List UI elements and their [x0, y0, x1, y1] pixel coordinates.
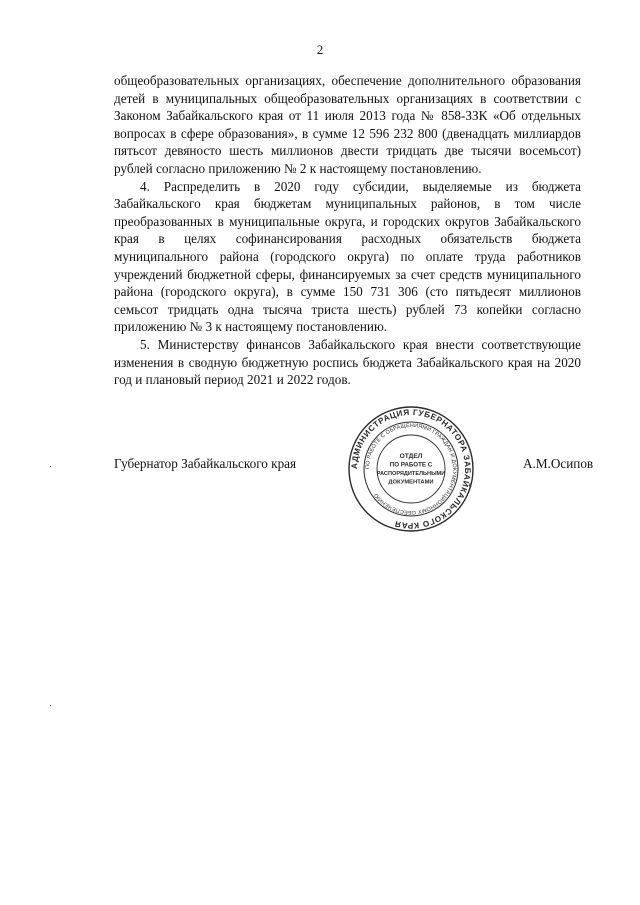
official-stamp [346, 404, 476, 534]
stamp-inner-ring [377, 435, 445, 503]
stamp-center-line-2: ПО РАБОТЕ С [389, 461, 433, 469]
signature-position: Губернатор Забайкальского края [114, 456, 297, 471]
document-body [114, 72, 581, 389]
page-number: 2 [316, 42, 324, 57]
stamp-outer-text: АДМИНИСТРАЦИЯ ГУБЕРНАТОРА ЗАБАЙКАЛЬСКОГО КРАЯ [349, 407, 473, 531]
stamp-center-line-4: ДОКУМЕНТАМИ [388, 479, 434, 486]
paragraph-item-5: 5. Министерству финансов Забайкальского края внести соответствующие изменения в сводную бюджетную роспись бюджета Забайкальского края на 2020 год и плановый период 2021 и 2022 годов. [114, 336, 581, 388]
scan-artifact [50, 466, 51, 467]
svg-text:ПО РАБОТЕ С ОБРАЩЕНИЯМИ ГРАЖДА [365, 423, 457, 515]
scan-artifact [50, 705, 51, 706]
stamp-center-line-1: ОТДЕЛ [399, 453, 423, 460]
stamp-center-line-3: РАСПОРЯДИТЕЛЬНЫМИ [376, 471, 446, 477]
stamp-inner-ring-text: ПО РАБОТЕ С ОБРАЩЕНИЯМИ ГРАЖДАН И ДОКУМЕНТАЦИОННОМУ ОБЕСПЕЧЕНИЮ [364, 422, 458, 516]
signature-name: А.М.Осипов [523, 456, 594, 471]
paragraph-item-4: 4. Распределить в 2020 году субсидии, выделяемые из бюджета Забайкальского края бюджетам муниципальных районов, в том числе преобразованных в муниципальные округа, и городских округов Забайкальского края в целях софинансирования расходных обязательств бюджета муниципального района (городского округа) по оплате труда работников учреждений бюджетной сферы, финансируемых за счет средств муниципального района (городского округа), в сумме 150 731 306 (сто пятьдесят миллионов семьсот тридцать одна тысяча триста шесть) рублей 73 копейки согласно приложению № 3 к настоящему постановлению. [114, 178, 581, 335]
paragraph-continuation: общеобразовательных организациях, обеспечение дополнительного образования детей в муниципальных общеобразовательных организациях в соответствии с Законом Забайкальского края от 11 июля 2013 года № 858-ЗЗК «Об отдельных вопросах в сфере образования», в сумме 12 596 232 800 (двенадцать миллиардов пятьсот девяносто шесть миллионов двести тридцать две тысячи восемьсот) рублей согласно приложению № 2 к настоящему постановлению. [114, 73, 581, 176]
stamp-middle-ring [364, 422, 458, 516]
